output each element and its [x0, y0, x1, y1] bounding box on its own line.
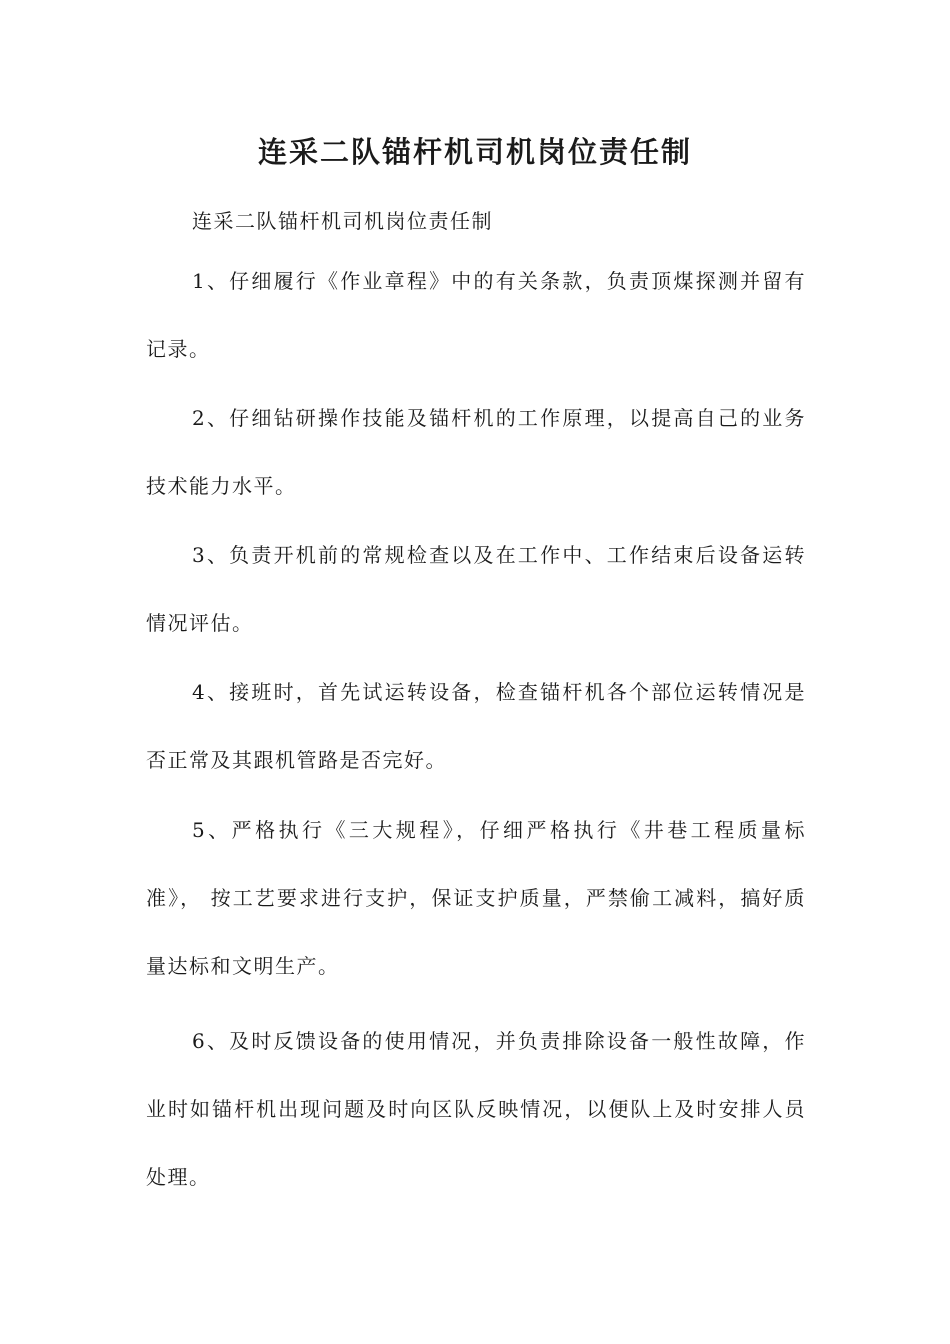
paragraph-6: 6、及时反馈设备的使用情况，并负责排除设备一般性故障，作业时如锚杆机出现问题及时向区队反映情况，以便队上及时安排人员处理。 [146, 1029, 806, 1189]
paragraph-2: 2、仔细钻研操作技能及锚杆机的工作原理，以提高自己的业务技术能力水平。 [146, 406, 806, 498]
paragraph-4: 4、接班时，首先试运转设备，检查锚杆机各个部位运转情况是否正常及其跟机管路是否完好。 [146, 680, 806, 772]
paragraph-5: 5、严格执行《三大规程》，仔细严格执行《井巷工程质量标准》， 按工艺要求进行支护，保证支护质量，严禁偷工减料，搞好质量达标和文明生产。 [146, 818, 806, 978]
document-title: 连采二队锚杆机司机岗位责任制 [257, 135, 692, 169]
paragraph-1: 1、仔细履行《作业章程》中的有关条款，负责顶煤探测并留有记录。 [146, 269, 806, 361]
document-subtitle: 连采二队锚杆机司机岗位责任制 [192, 209, 493, 233]
paragraph-3: 3、负责开机前的常规检查以及在工作中、工作结束后设备运转情况评估。 [146, 543, 806, 635]
